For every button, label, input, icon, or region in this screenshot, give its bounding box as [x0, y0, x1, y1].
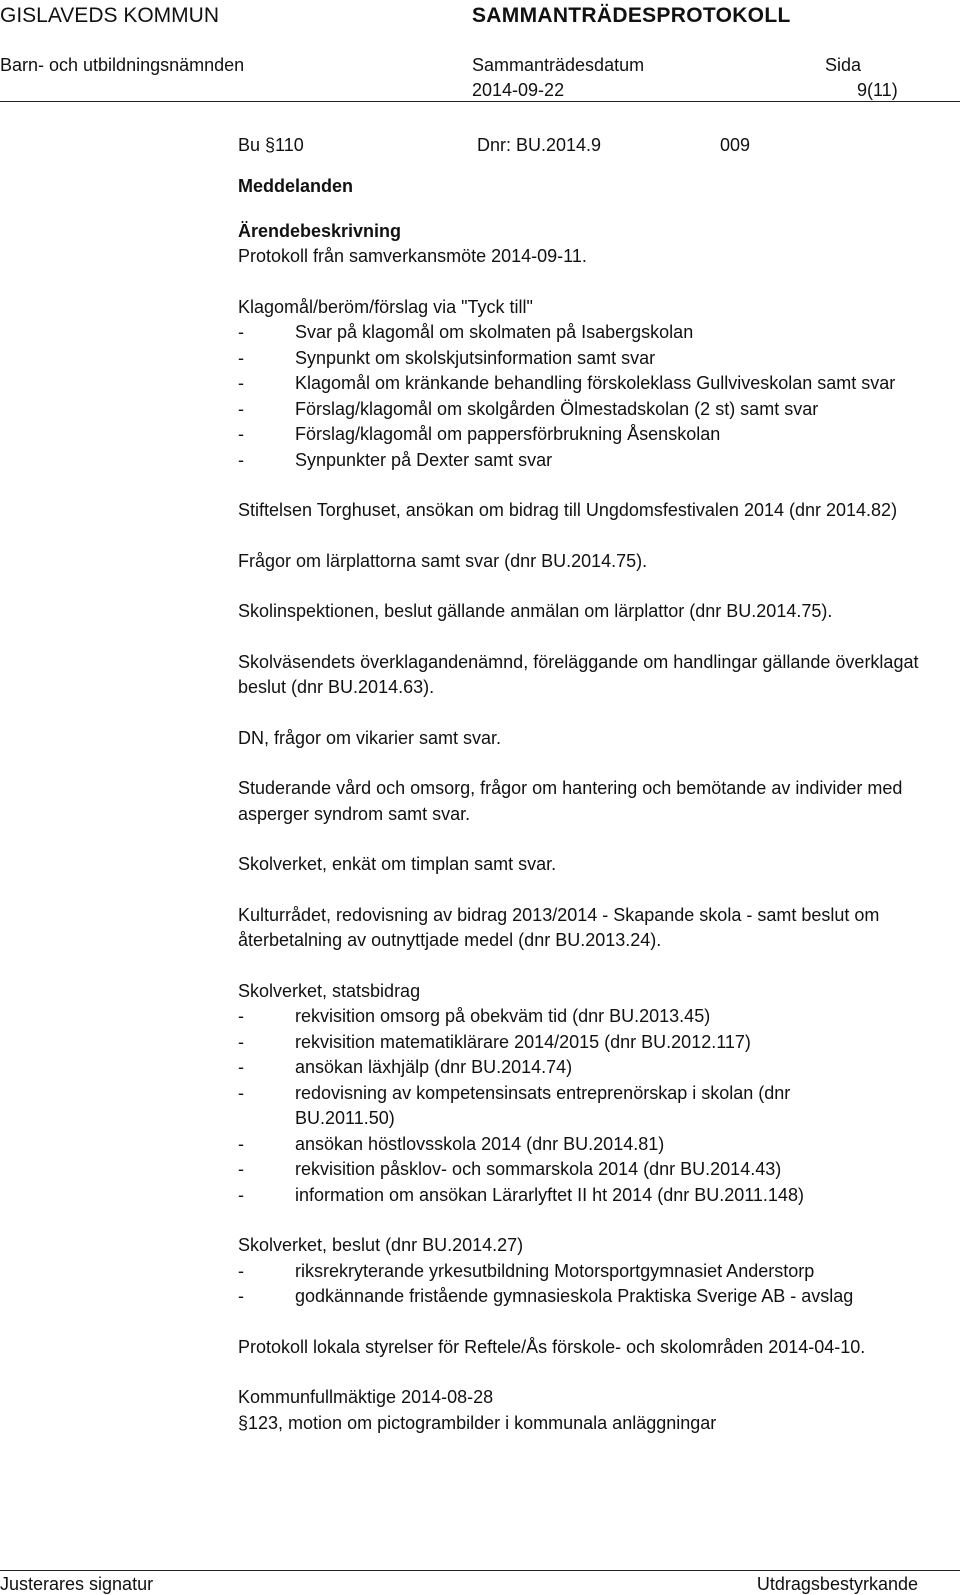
paragraph-larplattor-fragor: Frågor om lärplattorna samt svar (dnr BU.2014.75). — [238, 550, 648, 571]
beslut-heading: Skolverket, beslut (dnr BU.2014.27) — [238, 1235, 524, 1255]
list-item: - Förslag/klagomål om skolgården Ölmestadskolan (2 st) samt svar — [238, 397, 943, 423]
paragraph-torghuset: Stiftelsen Torghuset, ansökan om bidrag till Ungdomsfestivalen 2014 (dnr 2014.82) — [238, 500, 898, 520]
document-footer — [0, 1570, 960, 1594]
paragraph-lokala-styrelser: Protokoll lokala styrelser för Reftele/Ås förskole- och skolområden 2014-04-10. — [238, 1336, 866, 1357]
list-item: - Klagomål om kränkande behandling förskoleklass Gullviveskolan samt svar — [238, 371, 943, 397]
intro-text: Protokoll från samverkansmöte 2014-09-11. — [238, 246, 587, 266]
certification-label: Utdragsbestyrkande — [756, 1574, 918, 1594]
municipality-name: GISLAVEDS KOMMUN — [0, 4, 219, 27]
beslut-list — [238, 1259, 943, 1310]
complaints-heading: Klagomål/beröm/förslag via "Tyck till" — [238, 296, 533, 317]
paragraph-dn: DN, frågor om vikarier samt svar. — [238, 727, 502, 748]
list-item: - information om ansökan Lärarlyftet II ht 2014 (dnr BU.2011.148) — [238, 1183, 943, 1209]
case-code: 009 — [720, 135, 751, 155]
paragraph-skolverket-enkat: Skolverket, enkät om timplan samt svar. — [238, 854, 557, 874]
paragraph-skolinspektionen: Skolinspektionen, beslut gällande anmälan om lärplattor (dnr BU.2014.75). — [238, 601, 833, 621]
paragraph-studerande: Studerande vård och omsorg, frågor om hantering och bemötande av individer med asperger syndrom samt svar. — [238, 778, 903, 824]
item-title: Meddelanden — [238, 176, 354, 196]
meeting-date-label: Sammanträdesdatum — [472, 55, 645, 75]
statsbidrag-heading: Skolverket, statsbidrag — [238, 980, 421, 1001]
paragraph-overklagandenamnd: Skolväsendets överklagandenämnd, föreläggande om handlingar gällande överklagat beslut (dnr BU.2014.63). — [238, 651, 919, 697]
complaints-block — [238, 295, 943, 474]
paragraph-kulturradet: Kulturrådet, redovisning av bidrag 2013/2014 - Skapande skola - samt beslut om återbetalning av outnyttjade medel (dnr BU.2013.24). — [238, 904, 880, 950]
list-item: - Förslag/klagomål om pappersförbrukning Åsenskolan — [238, 422, 943, 448]
list-item: - Svar på klagomål om skolmaten på Isabergskolan — [238, 320, 943, 346]
page-number: 9(11) — [857, 80, 898, 100]
list-item: - rekvisition matematiklärare 2014/2015 (dnr BU.2012.117) — [238, 1030, 943, 1056]
paragraph-number: Bu §110 — [238, 135, 304, 155]
list-item: - rekvisition omsorg på obekväm tid (dnr BU.2013.45) — [238, 1004, 943, 1030]
document-type: SAMMANTRÄDESPROTOKOLL — [472, 4, 791, 27]
page-label: Sida — [825, 55, 862, 75]
list-item: - ansökan höstlovsskola 2014 (dnr BU.2014.81) — [238, 1132, 943, 1158]
list-item: - Synpunkter på Dexter samt svar — [238, 448, 943, 474]
list-item: - riksrekryterande yrkesutbildning Motorsportgymnasiet Anderstorp — [238, 1259, 943, 1285]
reference-line — [238, 133, 943, 159]
dnr: Dnr: BU.2014.9 — [477, 135, 602, 155]
statsbidrag-block — [238, 979, 943, 1209]
meeting-date: 2014-09-22 — [472, 80, 565, 100]
kf-line-2: §123, motion om pictogrambilder i kommunala anläggningar — [238, 1412, 717, 1433]
list-item: - godkännande fristående gymnasieskola Praktiska Sverige AB - avslag — [238, 1284, 943, 1310]
list-item: - redovisning av kompetensinsats entreprenörskap i skolan (dnr BU.2011.50) — [238, 1081, 885, 1132]
statsbidrag-list — [238, 1004, 943, 1208]
kf-block — [238, 1385, 943, 1436]
signature-label: Justerares signatur — [0, 1574, 154, 1594]
list-item: - Synpunkt om skolskjutsinformation samt svar — [238, 346, 943, 372]
document-header — [0, 0, 960, 102]
board-name: Barn- och utbildningsnämnden — [0, 55, 245, 75]
list-item: - ansökan läxhjälp (dnr BU.2014.74) — [238, 1055, 943, 1081]
kf-line-1: Kommunfullmäktige 2014-08-28 — [238, 1387, 494, 1407]
complaints-list — [238, 320, 943, 473]
list-item: - rekvisition påsklov- och sommarskola 2014 (dnr BU.2014.43) — [238, 1157, 943, 1183]
section-heading: Ärendebeskrivning — [238, 220, 402, 241]
document-body — [238, 133, 943, 1436]
beslut-block — [238, 1233, 943, 1310]
